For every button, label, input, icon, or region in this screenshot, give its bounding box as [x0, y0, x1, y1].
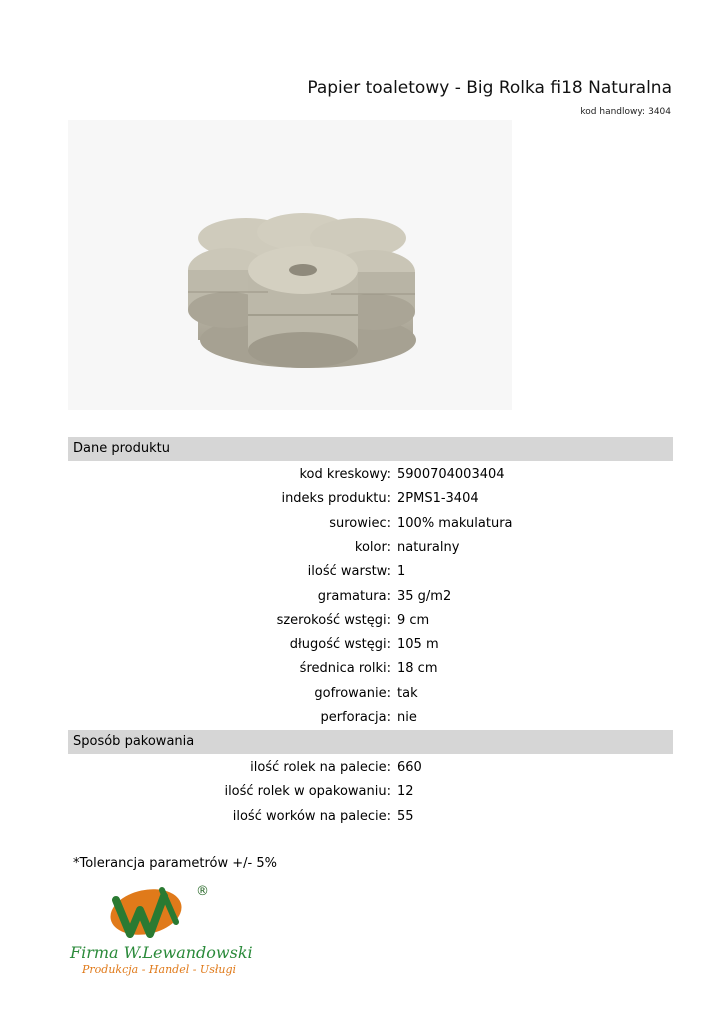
spec-value: 9 cm: [397, 612, 430, 628]
spec-label: średnica rolki:: [299, 661, 391, 677]
spec-label: szerokość wstęgi:: [276, 612, 391, 628]
spec-label: perforacja:: [320, 710, 391, 725]
spec-row: [68, 657, 673, 681]
spec-value: naturalny: [397, 539, 460, 555]
spec-value: 18 cm: [397, 661, 438, 677]
spec-label: długość wstęgi:: [289, 637, 391, 653]
spec-row: [68, 512, 673, 536]
spec-label: kolor:: [354, 539, 391, 555]
spec-value: 105 m: [397, 637, 439, 653]
product-photo: [68, 120, 512, 410]
spec-row: [68, 805, 673, 829]
spec-row: [68, 585, 673, 609]
spec-row: [68, 487, 673, 511]
spec-label: ilość warstw:: [307, 564, 391, 580]
spec-row: [68, 463, 673, 487]
spec-row: [68, 633, 673, 657]
section-product-header: Dane produktu: [68, 437, 673, 461]
product-code-label: kod handlowy:: [580, 107, 646, 117]
spec-label: gofrowanie:: [314, 685, 391, 701]
spec-value: 12: [397, 784, 414, 800]
product-code-value: 3404: [648, 107, 671, 117]
page-title: Papier toaletowy - Big Rolka fi18 Naturalna: [307, 78, 672, 98]
spec-label: kod kreskowy:: [299, 467, 391, 482]
spec-label: ilość rolek w opakowaniu:: [224, 784, 391, 800]
spec-value: 2PMS1-3404: [397, 491, 479, 507]
spec-label: surowiec:: [329, 515, 391, 531]
spec-row: [68, 780, 673, 804]
spec-value: 35 g/m2: [397, 588, 452, 604]
spec-value: 1: [397, 564, 406, 580]
spec-row: [68, 706, 673, 730]
spec-value: 55: [397, 808, 414, 824]
spec-row: [68, 682, 673, 706]
spec-value: nie: [397, 710, 417, 725]
section-packing-header: Sposób pakowania: [68, 730, 673, 754]
spec-value: 660: [397, 760, 422, 775]
spec-label: gramatura:: [317, 588, 391, 604]
spec-label: indeks produktu:: [281, 491, 391, 507]
spec-value: tak: [397, 685, 418, 701]
tolerance-note: *Tolerancja parametrów +/- 5%: [73, 856, 277, 871]
logo-tagline: Produkcja - Handel - Usługi: [82, 963, 237, 976]
spec-row: [68, 536, 673, 560]
logo-company-name: Firma W.Lewandowski: [70, 943, 253, 962]
spec-row: [68, 609, 673, 633]
spec-label: ilość rolek na palecie:: [250, 760, 391, 775]
spec-value: 100% makulatura: [397, 515, 513, 531]
spec-row: [68, 756, 673, 780]
spec-label: ilość worków na palecie:: [232, 808, 391, 824]
spec-value: 5900704003404: [397, 467, 505, 482]
spec-row: [68, 560, 673, 584]
registered-mark: ®: [196, 884, 209, 899]
product-code: [577, 107, 671, 117]
